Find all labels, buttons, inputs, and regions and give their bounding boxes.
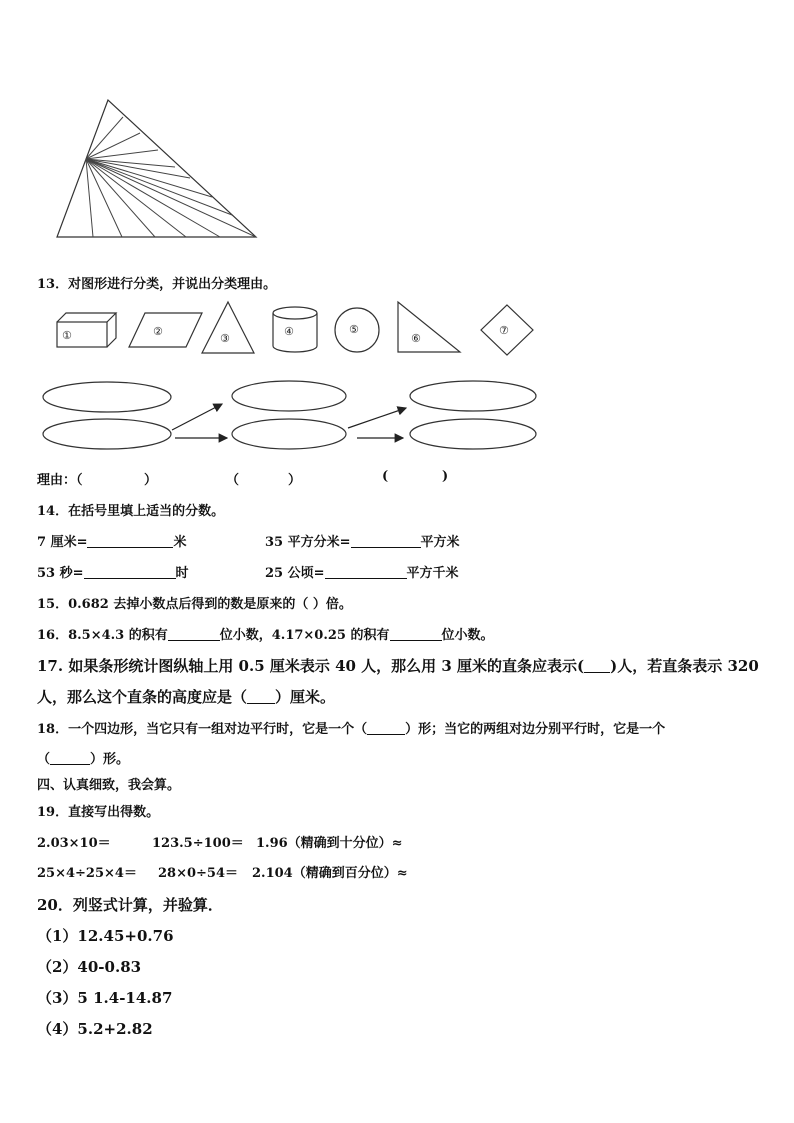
q18-line2-post: ）形。 xyxy=(90,752,130,767)
q20-title: 20．列竖式计算，并验算． xyxy=(37,896,223,914)
shape-6-right-triangle xyxy=(398,302,460,352)
section-4-title: 四、认真细致，我会算。 xyxy=(37,778,181,793)
q17-line1-pre: 17. 如果条形统计图纵轴上用 0.5 厘米表示 40 人，那么用 3 厘米的直条应表示( xyxy=(37,657,585,675)
q14-r1b-post: 平方米 xyxy=(420,535,460,550)
q14-r1a-post: 米 xyxy=(173,535,187,550)
q13-paren-close-2: ） xyxy=(288,473,302,488)
q17-line2-pre: 人，那么这个直条的高度应是（ xyxy=(37,688,248,706)
q19-r1-c2: 123.5÷100＝ xyxy=(152,836,244,851)
q13-paren-close-3: ) xyxy=(442,469,449,484)
classification-diagram xyxy=(43,381,536,449)
answer-blank[interactable] xyxy=(168,626,220,641)
q20-item-4: （4）5.2+2.82 xyxy=(37,1020,153,1038)
q16-line xyxy=(37,624,494,643)
answer-blank[interactable] xyxy=(247,689,275,704)
q19-title: 19．直接写出得数。 xyxy=(37,805,160,820)
answer-blank[interactable] xyxy=(84,564,176,579)
q20-item-1: （1）12.45+0.76 xyxy=(37,927,174,945)
q14-r2b-pre: 25 公顷= xyxy=(265,566,325,581)
q14-row1-a xyxy=(37,531,186,550)
shape-3-label: ③ xyxy=(220,332,230,345)
q14-row1-b xyxy=(265,531,460,550)
ray xyxy=(86,159,220,237)
answer-blank[interactable] xyxy=(87,533,173,548)
q17-line1-post: )人，若直条表示 320 xyxy=(610,657,759,675)
oval-middle-top xyxy=(232,381,346,411)
q14-title: 14．在括号里填上适当的分数。 xyxy=(37,504,225,519)
q18-line1-pre: 18．一个四边形，当它只有一组对边平行时，它是一个（ xyxy=(37,722,368,737)
q14-r2a-pre: 53 秒= xyxy=(37,566,84,581)
q14-row2-a xyxy=(37,562,189,581)
q13-title: 13．对图形进行分类，并说出分类理由。 xyxy=(37,277,277,292)
shape-7-diamond xyxy=(481,305,533,355)
shape-4-label: ④ xyxy=(284,325,294,338)
q18-line2 xyxy=(37,748,129,767)
q14-r2b-post: 平方千米 xyxy=(406,566,459,581)
shape-2-parallelogram xyxy=(129,313,202,347)
q14-r1b-pre: 35 平方分米= xyxy=(265,535,351,550)
q14-r1a-pre: 7 厘米= xyxy=(37,535,88,550)
q19-r2-c2: 28×0÷54＝ xyxy=(158,866,239,881)
ray xyxy=(86,117,123,159)
q17-line2-post: ）厘米。 xyxy=(275,688,336,706)
q13-paren-open-2: （ xyxy=(226,473,240,488)
shape-4-cylinder xyxy=(273,307,317,352)
q18-line1-post: ）形；当它的两组对边分别平行时，它是一个 xyxy=(405,722,666,737)
arrow-up-1 xyxy=(172,404,222,430)
q16-mid: 位小数，4.17×0.25 的积有 xyxy=(219,628,390,643)
answer-blank[interactable] xyxy=(367,720,405,735)
q13-reason-label: 理由：（ xyxy=(37,473,83,488)
answer-blank[interactable] xyxy=(351,533,421,548)
ray xyxy=(86,159,155,237)
triangle-with-rays-figure xyxy=(57,100,256,237)
q14-r2a-post: 时 xyxy=(175,566,189,581)
answer-blank[interactable] xyxy=(50,750,90,765)
q13-paren-close-1: ） xyxy=(144,473,158,488)
answer-blank[interactable] xyxy=(325,564,407,579)
q16-post: 位小数。 xyxy=(441,628,494,643)
oval-right-bottom xyxy=(410,419,536,449)
oval-right-top xyxy=(410,381,536,411)
answer-blank[interactable] xyxy=(584,658,610,673)
shape-3-triangle xyxy=(202,302,254,353)
shape-7-label: ⑦ xyxy=(499,324,509,337)
arrow-up-2 xyxy=(348,408,406,428)
q20-item-3: （3）5 1.4-14.87 xyxy=(37,989,173,1007)
answer-blank[interactable] xyxy=(390,626,442,641)
q19-r2-c3: 2.104（精确到百分位）≈ xyxy=(252,866,408,881)
q20-item-2: （2）40-0.83 xyxy=(37,958,142,976)
q17-line2 xyxy=(37,686,335,707)
q19-r2-c1: 25×4÷25×4＝ xyxy=(37,866,137,881)
q17-line1 xyxy=(37,655,759,676)
q13-paren-open-3: ( xyxy=(382,469,389,484)
q19-r1-c3: 1.96（精确到十分位）≈ xyxy=(256,836,403,851)
oval-left-top xyxy=(43,382,171,412)
q18-line1 xyxy=(37,718,665,737)
shape-2-label: ② xyxy=(153,325,163,338)
shape-5-label: ⑤ xyxy=(349,323,359,336)
shape-6-label: ⑥ xyxy=(411,332,421,345)
shape-1-cuboid xyxy=(57,313,116,347)
q18-line2-pre: （ xyxy=(37,752,51,767)
q19-r1-c1: 2.03×10＝ xyxy=(37,836,111,851)
oval-left-bottom xyxy=(43,419,171,449)
shape-1-label: ① xyxy=(62,329,72,342)
ray xyxy=(86,150,158,159)
shape-5-circle xyxy=(335,308,379,352)
q15-text: 15．0.682 去掉小数点后得到的数是原来的（ ）倍。 xyxy=(37,597,352,612)
oval-middle-bottom xyxy=(232,419,346,449)
q16-pre: 16．8.5×4.3 的积有 xyxy=(37,628,168,643)
q14-row2-b xyxy=(265,562,459,581)
